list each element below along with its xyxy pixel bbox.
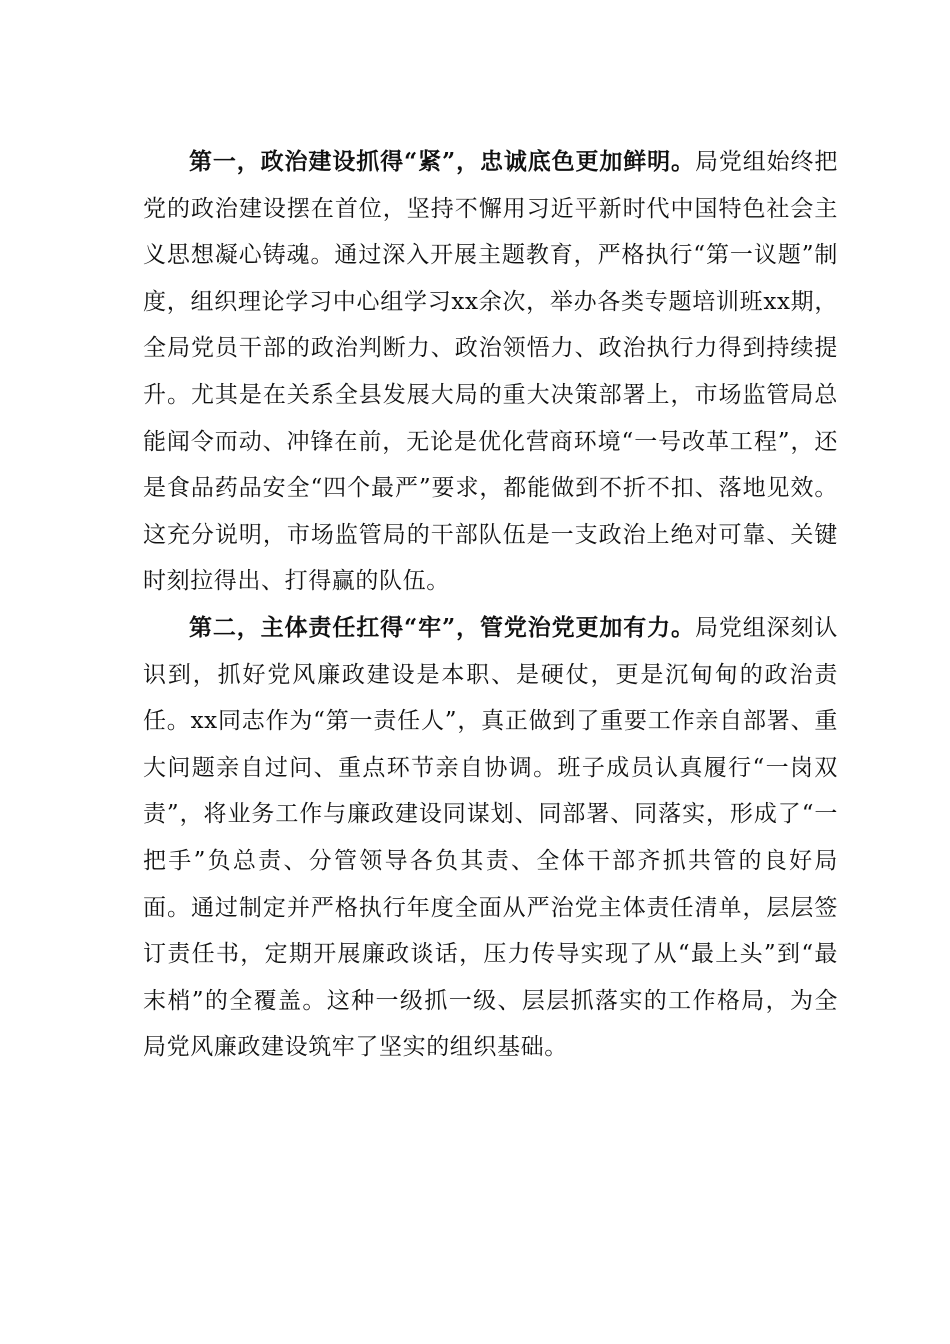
document-body — [143, 139, 838, 1071]
paragraph-text: 局党组深刻认识到，抓好党风廉政建设是本职、是硬仗，更是沉甸甸的政治责任。xx同志作为“第一责任人”，真正做到了重要工作亲自部署、重大问题亲自过问、重点环节亲自协调。班子成员认真履行“一岗双责”，将业务工作与廉政建设同谋划、同部署、同落实，形成了“一把手”负总责、分管领导各负其责、全体干部齐抓共管的良好局面。通过制定并严格执行年度全面从严治党主体责任清单，层层签订责任书，定期开展廉政谈话，压力传导实现了从“最上头”到“最末梢”的全覆盖。这种一级抓一级、层层抓落实的工作格局，为全局党风廉政建设筑牢了坚实的组织基础。 — [143, 614, 838, 1061]
paragraph-main-responsibility — [143, 605, 838, 1071]
paragraph-political-building — [143, 139, 838, 605]
paragraph-text: 局党组始终把党的政治建设摆在首位，坚持不懈用习近平新时代中国特色社会主义思想凝心铸魂。通过深入开展主题教育，严格执行“第一议题”制度，组织理论学习中心组学习xx余次，举办各类专题培训班xx期，全局党员干部的政治判断力、政治领悟力、政治执行力得到持续提升。尤其是在关系全县发展大局的重大决策部署上，市场监管局总能闻令而动、冲锋在前，无论是优化营商环境“一号改革工程”，还是食品药品安全“四个最严”要求，都能做到不折不扣、落地见效。这充分说明，市场监管局的干部队伍是一支政治上绝对可靠、关键时刻拉得出、打得赢的队伍。 — [143, 149, 838, 595]
paragraph-lead: 第一，政治建设抓得“紧”，忠诚底色更加鲜明。 — [189, 148, 695, 175]
paragraph-lead: 第二，主体责任扛得“牢”，管党治党更加有力。 — [189, 613, 695, 641]
